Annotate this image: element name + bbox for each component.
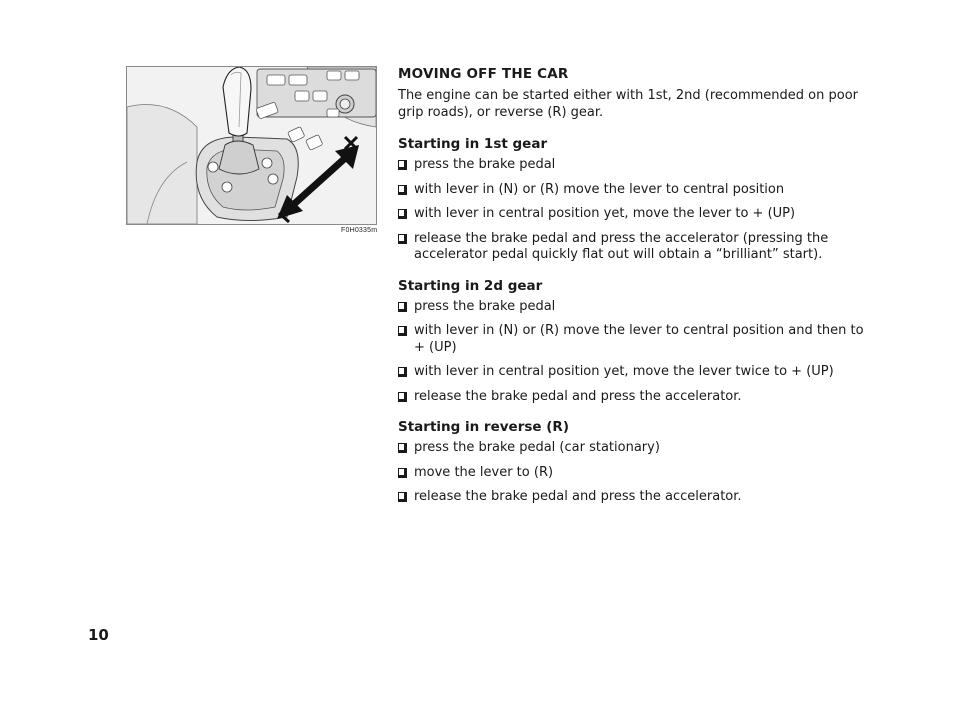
list-item	[398, 182, 868, 199]
list-item-text: with lever in (N) or (R) move the lever to central position	[414, 181, 785, 197]
list-item	[398, 489, 868, 506]
list-item	[398, 364, 868, 381]
group-first-gear	[398, 136, 868, 264]
list-item	[398, 440, 868, 457]
group-reverse	[398, 419, 868, 506]
list-item	[398, 465, 868, 482]
list-item-text: press the brake pedal	[414, 298, 556, 314]
group-second-gear	[398, 278, 868, 406]
list-item	[398, 157, 868, 174]
list-item-text: release the brake pedal and press the accelerator.	[414, 388, 742, 404]
gear-lever-illustration	[126, 66, 377, 225]
list-item-text: press the brake pedal	[414, 157, 556, 172]
list-item-text: with lever in central position yet, move the lever to + (UP)	[414, 206, 796, 221]
checkbox-bullet-icon	[398, 392, 407, 402]
checkbox-bullet-icon	[398, 326, 407, 336]
list-item-text: move the lever to (R)	[414, 464, 554, 480]
checkbox-bullet-icon	[398, 160, 407, 170]
main-text-column	[398, 66, 868, 520]
group-heading: Starting in 2d gear	[398, 277, 543, 294]
intro-paragraph: The engine can be started either with 1st, 2nd (recommended on poor grip roads), or reverse (R) gear.	[398, 88, 859, 120]
list-item-text: release the brake pedal and press the accelerator (pressing the accelerator pedal quickly flat out will obtain a “brilliant” start).	[414, 230, 829, 262]
list-item-text: with lever in (N) or (R) move the lever to central position and then to + (UP)	[414, 323, 864, 355]
list-item-text: release the brake pedal and press the accelerator.	[414, 489, 742, 504]
checkbox-bullet-icon	[398, 234, 407, 244]
list-item	[398, 389, 868, 406]
checkbox-bullet-icon	[398, 468, 407, 478]
checkbox-bullet-icon	[398, 443, 407, 453]
page-number: 10	[88, 626, 109, 644]
list-item-text: press the brake pedal (car stationary)	[414, 440, 660, 455]
list-item	[398, 299, 868, 316]
list-item	[398, 323, 868, 356]
list-item	[398, 206, 868, 223]
checkbox-bullet-icon	[398, 302, 407, 312]
list-item	[398, 231, 868, 264]
checkbox-bullet-icon	[398, 185, 407, 195]
list-item-text: with lever in central position yet, move the lever twice to + (UP)	[414, 364, 834, 379]
checkbox-bullet-icon	[398, 209, 407, 219]
group-heading: Starting in 1st gear	[398, 136, 548, 152]
checkbox-bullet-icon	[398, 492, 407, 502]
section-title: MOVING OFF THE CAR	[398, 66, 569, 82]
checkbox-bullet-icon	[398, 367, 407, 377]
gear-lever-drawing	[127, 67, 376, 224]
group-heading: Starting in reverse (R)	[398, 419, 569, 435]
figure-code: F0H0335m	[341, 227, 378, 234]
